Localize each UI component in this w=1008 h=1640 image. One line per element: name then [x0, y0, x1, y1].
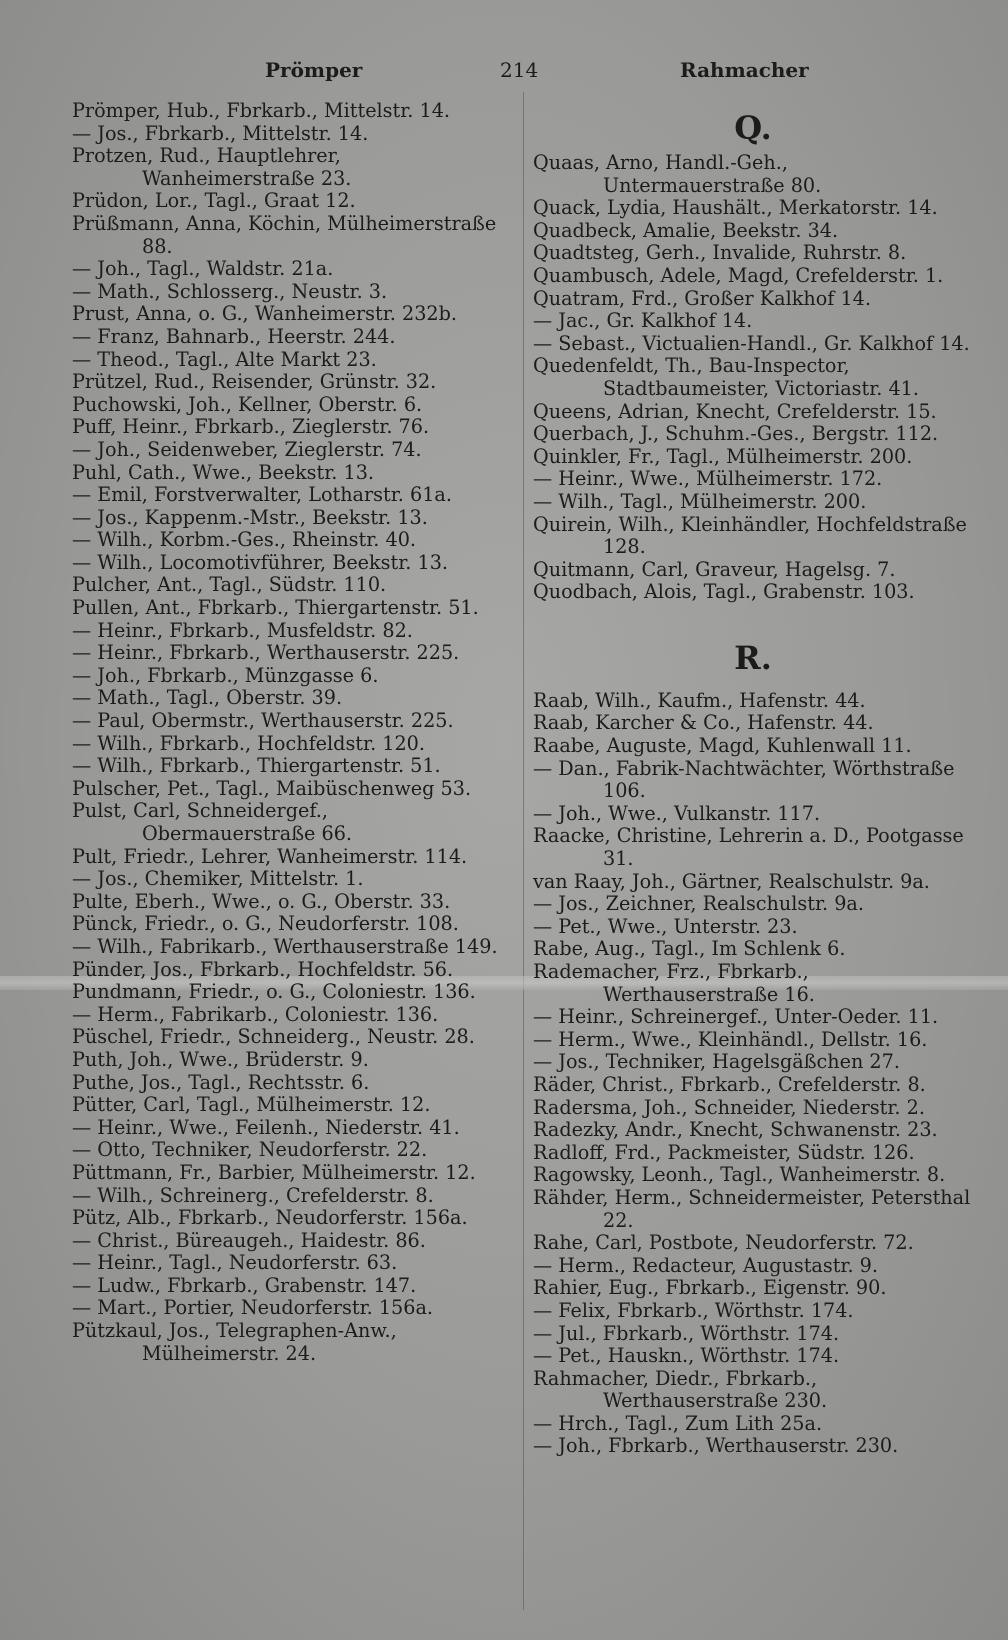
directory-entry: — Theod., Tagl., Alte Markt 23. — [72, 347, 377, 371]
directory-entry: van Raay, Joh., Gärtner, Realschulstr. 9a. — [533, 869, 930, 893]
directory-entry: Quack, Lydia, Haushält., Merkatorstr. 14. — [533, 196, 938, 220]
directory-entry: Ragowsky, Leonh., Tagl., Wanheimerstr. 8. — [533, 1163, 946, 1187]
directory-entry: — Wilh., Fbrkarb., Hochfeldstr. 120. — [72, 731, 425, 755]
right-column — [533, 100, 973, 1458]
page-number: 214 — [500, 58, 539, 82]
directory-entry: Rabe, Aug., Tagl., Im Schlenk 6. — [533, 937, 846, 961]
directory-entry: Quodbach, Alois, Tagl., Grabenstr. 103. — [533, 580, 915, 604]
directory-entry: Pundmann, Friedr., o. G., Coloniestr. 136. — [72, 980, 476, 1004]
directory-entry: Pünck, Friedr., o. G., Neudorferstr. 108. — [72, 912, 459, 936]
directory-entry: Radezky, Andr., Knecht, Schwanenstr. 23. — [533, 1118, 938, 1142]
directory-entry: — Jos., Fbrkarb., Mittelstr. 14. — [72, 121, 369, 145]
directory-entry: Raab, Wilh., Kaufm., Hafenstr. 44. — [533, 688, 866, 712]
directory-entry: Quatram, Frd., Großer Kalkhof 14. — [533, 286, 871, 310]
section-letter-r: R. — [734, 638, 772, 677]
directory-entry: Püschel, Friedr., Schneiderg., Neustr. 28. — [72, 1025, 475, 1049]
directory-entry: — Heinr., Tagl., Neudorferstr. 63. — [72, 1251, 398, 1275]
directory-entry: Pult, Friedr., Lehrer, Wanheimerstr. 114. — [72, 844, 468, 868]
directory-entry: — Heinr., Wwe., Mülheimerstr. 172. — [533, 467, 883, 491]
directory-entry: Radersma, Joh., Schneider, Niederstr. 2. — [533, 1095, 925, 1119]
directory-entry: — Wilh., Fbrkarb., Thiergartenstr. 51. — [72, 754, 441, 778]
directory-entry: Puff, Heinr., Fbrkarb., Zieglerstr. 76. — [72, 415, 430, 439]
directory-entry: Pütz, Alb., Fbrkarb., Neudorferstr. 156a. — [72, 1206, 468, 1230]
directory-entry: — Sebast., Victualien-Handl., Gr. Kalkhof 14. — [533, 331, 970, 355]
directory-entry: Radloff, Frd., Packmeister, Südstr. 126. — [533, 1140, 915, 1164]
directory-entry: — Jul., Fbrkarb., Wörthstr. 174. — [533, 1321, 840, 1345]
directory-entry: — Math., Schlosserg., Neustr. 3. — [72, 279, 388, 303]
directory-entry: Rähder, Herm., Schneidermeister, Petersthal 22. — [533, 1185, 971, 1232]
column-divider — [523, 92, 524, 1610]
directory-entry: — Wilh., Schreinerg., Crefelderstr. 8. — [72, 1183, 434, 1207]
directory-entry: — Joh., Seidenweber, Zieglerstr. 74. — [72, 437, 422, 461]
directory-entry: — Math., Tagl., Oberstr. 39. — [72, 686, 343, 710]
directory-entry: Puhl, Cath., Wwe., Beekstr. 13. — [72, 460, 375, 484]
directory-entry: — Otto, Techniker, Neudorferstr. 22. — [72, 1138, 428, 1162]
directory-entry: Püttmann, Fr., Barbier, Mülheimerstr. 12. — [72, 1160, 476, 1184]
directory-entry: — Paul, Obermstr., Werthauserstr. 225. — [72, 709, 454, 733]
directory-entry: Prust, Anna, o. G., Wanheimerstr. 232b. — [72, 302, 458, 326]
directory-entry: — Joh., Fbrkarb., Münzgasse 6. — [72, 663, 379, 687]
directory-entry: — Wilh., Fabrikarb., Werthauserstraße 149. — [72, 934, 498, 958]
directory-entry: Puthe, Jos., Tagl., Rechtsstr. 6. — [72, 1070, 370, 1094]
directory-entry: — Christ., Büreaugeh., Haidestr. 86. — [72, 1228, 426, 1252]
directory-entry: Quinkler, Fr., Tagl., Mülheimerstr. 200. — [533, 444, 913, 468]
directory-entry: Rahier, Eug., Fbrkarb., Eigenstr. 90. — [533, 1276, 887, 1300]
directory-entry: — Wilh., Tagl., Mülheimerstr. 200. — [533, 489, 867, 513]
directory-entry: — Wilh., Korbm.-Ges., Rheinstr. 40. — [72, 528, 417, 552]
directory-entry: — Pet., Wwe., Unterstr. 23. — [533, 914, 798, 938]
directory-entry: — Herm., Redacteur, Augustastr. 9. — [533, 1253, 878, 1277]
directory-entry: — Heinr., Fbrkarb., Musfeldstr. 82. — [72, 618, 413, 642]
directory-entry: Querbach, J., Schuhm.-Ges., Bergstr. 112. — [533, 422, 939, 446]
directory-entry: Protzen, Rud., Hauptlehrer, Wanheimerstraße 23. — [72, 144, 352, 190]
directory-entry: — Joh., Wwe., Vulkanstr. 117. — [533, 801, 821, 825]
directory-entry: Prützel, Rud., Reisender, Grünstr. 32. — [72, 370, 437, 394]
directory-entry: Räder, Christ., Fbrkarb., Crefelderstr. 8. — [533, 1072, 926, 1096]
directory-entry: — Wilh., Locomotivführer, Beekstr. 13. — [72, 550, 448, 574]
directory-entry: Pulst, Carl, Schneidergef., Obermauerstraße 66. — [72, 799, 353, 845]
q-entries — [533, 152, 973, 604]
directory-entry: — Hrch., Tagl., Zum Lith 25a. — [533, 1411, 823, 1435]
directory-entry: Pütter, Carl, Tagl., Mülheimerstr. 12. — [72, 1093, 431, 1117]
directory-entry: Quitmann, Carl, Graveur, Hagelsg. 7. — [533, 557, 896, 581]
section-letter-q: Q. — [734, 109, 772, 147]
directory-entry: — Herm., Fabrikarb., Coloniestr. 136. — [72, 1002, 439, 1026]
directory-entry: — Emil, Forstverwalter, Lotharstr. 61a. — [72, 483, 452, 507]
directory-entry: Pulcher, Ant., Tagl., Südstr. 110. — [72, 573, 387, 597]
directory-entry: Pünder, Jos., Fbrkarb., Hochfeldstr. 56. — [72, 957, 454, 981]
directory-entry: — Herm., Wwe., Kleinhändl., Dellstr. 16. — [533, 1027, 928, 1051]
directory-entry: Quaas, Arno, Handl.-Geh., Untermauerstraße 80. — [533, 151, 822, 197]
directory-entry: Prüßmann, Anna, Köchin, Mülheimerstraße 88. — [72, 211, 497, 258]
directory-entry: Prömper, Hub., Fbrkarb., Mittelstr. 14. — [72, 99, 451, 122]
directory-entry: Quirein, Wilh., Kleinhändler, Hochfeldstraße 128. — [533, 512, 967, 559]
directory-entry: — Heinr., Fbrkarb., Werthauserstr. 225. — [72, 641, 460, 665]
directory-entry: — Jos., Kappenm.-Mstr., Beekstr. 13. — [72, 505, 428, 529]
directory-entry: — Jac., Gr. Kalkhof 14. — [533, 309, 753, 333]
directory-entry: Puth, Joh., Wwe., Brüderstr. 9. — [72, 1047, 369, 1071]
directory-entry: — Pet., Hauskn., Wörthstr. 174. — [533, 1344, 840, 1368]
directory-entry: — Mart., Portier, Neudorferstr. 156a. — [72, 1296, 433, 1320]
directory-entry: — Franz, Bahnarb., Heerstr. 244. — [72, 324, 396, 348]
directory-entry: — Heinr., Schreinergef., Unter-Oeder. 11. — [533, 1005, 939, 1029]
left-column — [72, 100, 502, 1365]
directory-entry: Quadbeck, Amalie, Beekstr. 34. — [533, 218, 839, 242]
directory-entry: — Jos., Chemiker, Mittelstr. 1. — [72, 867, 364, 891]
header-right-keyword: Rahmacher — [680, 58, 809, 82]
directory-entry: — Ludw., Fbrkarb., Grabenstr. 147. — [72, 1273, 417, 1297]
header-left-keyword: Prömper — [265, 58, 363, 82]
directory-entry: Pulte, Eberh., Wwe., o. G., Oberstr. 33. — [72, 889, 451, 913]
directory-entry: Pullen, Ant., Fbrkarb., Thiergartenstr. 51. — [72, 596, 479, 620]
directory-entry: Rahmacher, Diedr., Fbrkarb., Werthauserstraße 230. — [533, 1366, 828, 1413]
directory-entry: — Joh., Tagl., Waldstr. 21a. — [72, 257, 334, 281]
directory-entry: Raab, Karcher & Co., Hafenstr. 44. — [533, 711, 874, 735]
directory-entry: Puchowski, Joh., Kellner, Oberstr. 6. — [72, 392, 423, 416]
directory-entry: — Joh., Fbrkarb., Werthauserstr. 230. — [533, 1434, 899, 1458]
directory-entry: Raacke, Christine, Lehrerin a. D., Pootgasse 31. — [533, 824, 964, 871]
directory-entry: Raabe, Auguste, Magd, Kuhlenwall 11. — [533, 734, 912, 758]
directory-entry: Pützkaul, Jos., Telegraphen-Anw., Mülheimerstr. 24. — [72, 1319, 397, 1365]
directory-entry: Pulscher, Pet., Tagl., Maibüschenweg 53. — [72, 776, 472, 800]
directory-entry: Prüdon, Lor., Tagl., Graat 12. — [72, 189, 356, 213]
directory-entry: Quambusch, Adele, Magd, Crefelderstr. 1. — [533, 263, 944, 287]
page-header — [70, 58, 958, 92]
directory-entry: — Felix, Fbrkarb., Wörthstr. 174. — [533, 1298, 854, 1322]
directory-entry: Rahe, Carl, Postbote, Neudorferstr. 72. — [533, 1231, 914, 1255]
directory-entry: — Heinr., Wwe., Feilenh., Niederstr. 41. — [72, 1115, 460, 1139]
directory-entry: — Jos., Techniker, Hagelsgäßchen 27. — [533, 1050, 900, 1074]
directory-entry: — Dan., Fabrik-Nachtwächter, Wörthstraße 106. — [533, 756, 955, 803]
directory-entry: Quedenfeldt, Th., Bau-Inspector, Stadtbaumeister, Victoriastr. 41. — [533, 354, 919, 400]
directory-entry: — Jos., Zeichner, Realschulstr. 9a. — [533, 892, 864, 916]
r-entries — [533, 690, 973, 1458]
directory-entry: Quadtsteg, Gerh., Invalide, Ruhrstr. 8. — [533, 241, 907, 265]
directory-entry: Queens, Adrian, Knecht, Crefelderstr. 15. — [533, 399, 937, 423]
directory-entry: Rademacher, Frz., Fbrkarb., Werthauserstraße 16. — [533, 960, 815, 1006]
